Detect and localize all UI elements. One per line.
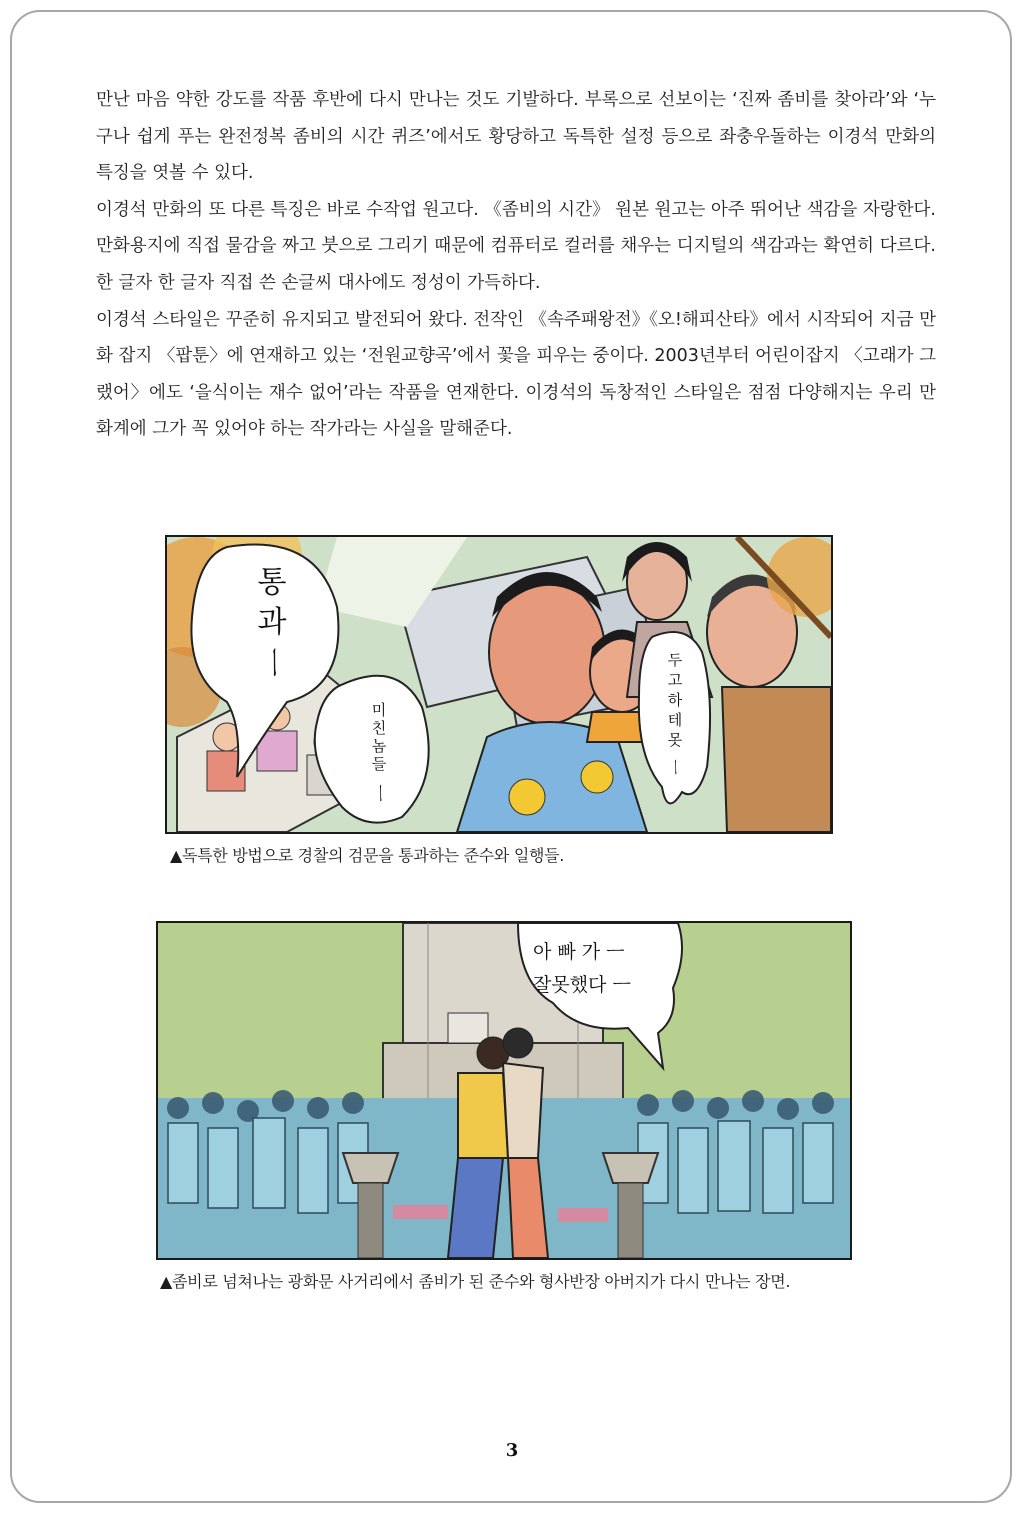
- bubble-father-line-1: 아 빠 가 ㅡ: [533, 941, 625, 963]
- bubble-left-char-3: ㅡ: [254, 647, 289, 677]
- bubble-middle-char-2: 친: [371, 719, 387, 737]
- bubble-right-char-4: 테: [667, 711, 683, 729]
- paragraph-1: 만난 마음 약한 강도를 작품 후반에 다시 만나는 것도 기발하다. 부록으로 선보이는 ‘진짜 좀비를 찾아라’와 ‘누구나 쉽게 푸는 완전정복 좀비의 시간 퀴즈’에서도 황당하고 독특한 설정 등으로 좌충우돌하는 이경석 만화의 특징을 엿볼 수 있다.: [96, 90, 936, 184]
- comic-panel-gwanghwamun-reunion: [156, 921, 852, 1260]
- bubble-right-char-3: 하: [667, 691, 683, 709]
- panel-1-illustration: [167, 537, 831, 832]
- bubble-right-char-1: 두: [667, 651, 683, 669]
- comic-panel-police-checkpoint: [165, 535, 833, 834]
- caption-panel-1: ▲독특한 방법으로 경찰의 검문을 통과하는 준수와 일행들.: [170, 846, 565, 865]
- caption-panel-2: ▲좀비로 넘쳐나는 광화문 사거리에서 좀비가 된 준수와 형사반장 아버지가 다시 만나는 장면.: [160, 1272, 791, 1291]
- page-number: 3: [505, 1440, 519, 1461]
- paragraph-3: 이경석 스타일은 꾸준히 유지되고 발전되어 왔다. 전작인 《속주패왕전》《오!해피산타》에서 시작되어 지금 만화 잡지 〈팝툰〉에 연재하고 있는 ‘전원교향곡’에서 꽃을 피우는 중이다. 2003년부터 어린이잡지 〈고래가 그랬어〉에도 ‘을식이는 재수 없어’라는 작품을 연재한다. 이경석의 독창적인 스타일은 점점 다양해지는 우리 만화계에 그가 꼭 있어야 하는 작가라는 사실을 말해준다.: [96, 309, 936, 440]
- paragraph-2: 이경석 만화의 또 다른 특징은 바로 수작업 원고다. 《좀비의 시간》 원본 원고는 아주 뛰어난 색감을 자랑한다. 만화용지에 직접 물감을 짜고 붓으로 그리기 때문에 컴퓨터로 컬러를 채우는 디지털의 색감과는 확연히 다르다. 한 글자 한 글자 직접 쓴 손글씨 대사에도 정성이 가득하다.: [96, 199, 936, 293]
- panel-2-illustration: [158, 923, 850, 1258]
- bubble-right-char-5: 못: [667, 731, 683, 749]
- bubble-middle-char-4: 들: [371, 755, 387, 773]
- bubble-father-line-2: 잘못했다 ㅡ: [533, 974, 631, 996]
- bubble-right-char-2: 고: [667, 671, 683, 689]
- bubble-left-char-2: 과: [257, 605, 287, 640]
- bubble-middle-char-5: ㅡ: [368, 784, 389, 802]
- bubble-middle-char-1: 미: [371, 701, 387, 719]
- bubble-middle-char-3: 놈: [371, 737, 387, 755]
- article-body: [96, 82, 936, 448]
- bubble-right-char-6: ㅡ: [665, 759, 684, 775]
- bubble-left-char-1: 통: [257, 565, 287, 600]
